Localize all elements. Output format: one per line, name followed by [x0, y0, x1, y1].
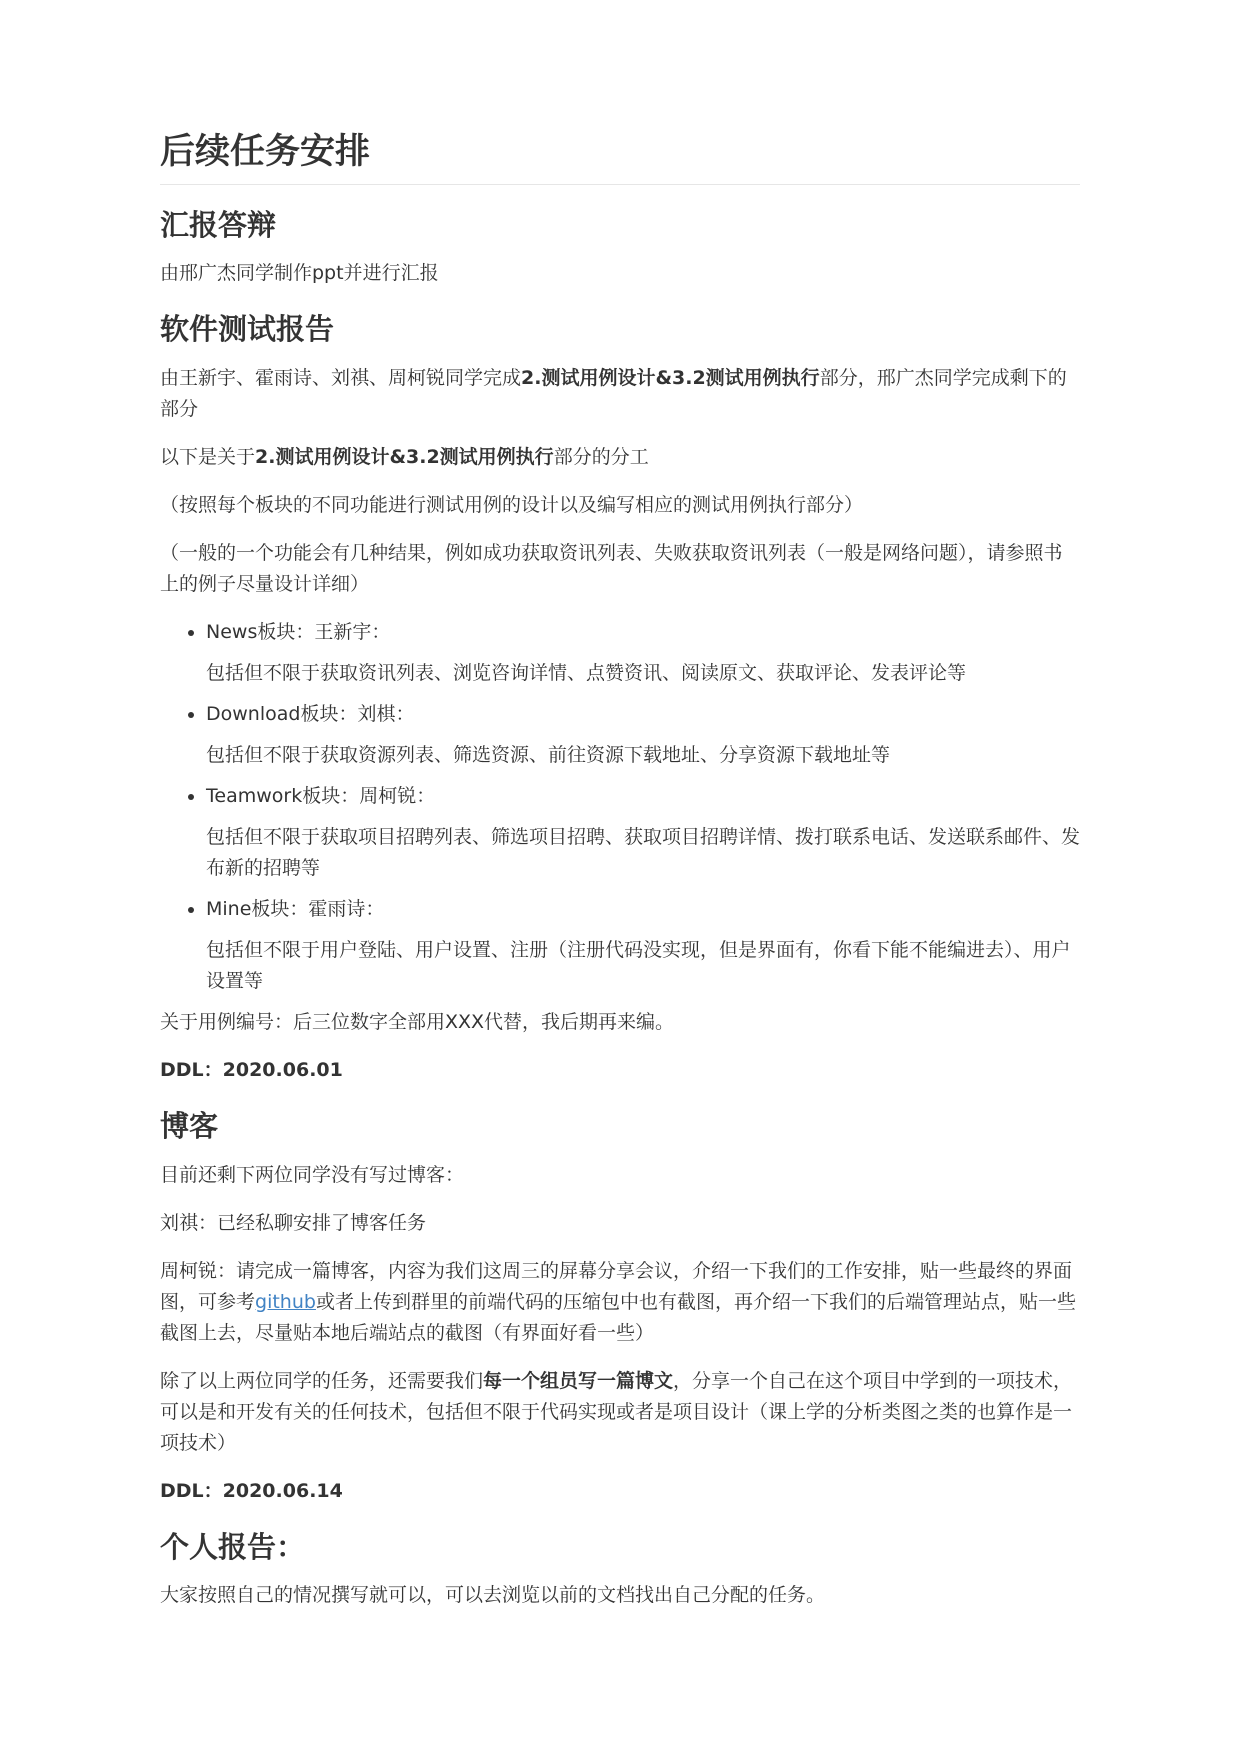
- list-item: [206, 894, 1080, 997]
- test-report-paragraph-2: [160, 442, 1080, 473]
- list-item-description: 包括但不限于获取项目招聘列表、筛选项目招聘、获取项目招聘详情、拨打联系电话、发送联系邮件、发布新的招聘等: [206, 825, 1081, 879]
- text-span: 以下是关于: [160, 445, 256, 468]
- list-item: [206, 617, 1080, 689]
- heading-test-report: 软件测试报告: [160, 312, 335, 347]
- list-item: [206, 781, 1080, 884]
- test-report-paragraph-4: （一般的一个功能会有几种结果，例如成功获取资讯列表、失败获取资讯列表（一般是网络问题），请参照书上的例子尽量设计详细）: [160, 541, 1063, 595]
- github-link[interactable]: github: [255, 1290, 316, 1313]
- heading-blog: 博客: [160, 1108, 219, 1143]
- blog-paragraph-3: [160, 1256, 1080, 1349]
- personal-report-text: 大家按照自己的情况撰写就可以，可以去浏览以前的文档找出自己分配的任务。: [160, 1584, 826, 1607]
- list-item-description: 包括但不限于获取资源列表、筛选资源、前往资源下载地址、分享资源下载地址等: [206, 743, 891, 766]
- text-span: 由王新宇、霍雨诗、刘祺、周柯锐同学完成: [160, 366, 522, 389]
- blog-paragraph-4: [160, 1366, 1080, 1459]
- list-item-title: • Teamwork板块：周柯锐：: [206, 784, 436, 807]
- test-report-paragraph-3: （按照每个板块的不同功能进行测试用例的设计以及编写相应的测试用例执行部分）: [160, 493, 864, 516]
- blog-deadline: [160, 1476, 1080, 1507]
- deadline-text: DDL：2020.06.01: [160, 1058, 343, 1081]
- report-defense-text: 由邢广杰同学制作ppt并进行汇报: [160, 262, 439, 285]
- list-item-title: • Mine板块：霍雨诗：: [206, 897, 385, 920]
- text-span: 或者上传到群里的前端代码的压缩包中也有截图，再介绍一下我们的后端管理站点，贴一些截图上去，尽量贴本地后端站点的截图（有界面好看一些）: [160, 1290, 1076, 1344]
- blog-paragraph-1: 目前还剩下两位同学没有写过博客：: [160, 1163, 465, 1186]
- test-report-deadline: [160, 1055, 1080, 1086]
- list-item-title: • Download板块：刘棋：: [206, 702, 415, 725]
- text-span: 部分的分工: [553, 445, 649, 468]
- blog-paragraph-2: 刘祺：已经私聊安排了博客任务: [160, 1211, 427, 1234]
- bold-span: 2.测试用例设计&3.2测试用例执行: [255, 445, 554, 468]
- bold-span: 2.测试用例设计&3.2测试用例执行: [521, 366, 820, 389]
- list-item-description: 包括但不限于获取资讯列表、浏览咨询详情、点赞资讯、阅读原文、获取评论、发表评论等: [206, 661, 967, 684]
- text-span: ，分享一个自己在这个项目中学到的一项技术，可以是和开发有关的任何技术，包括但不限于代码实现或者是项目设计（课上学的分析类图之类的也算作是一项技术）: [160, 1369, 1073, 1454]
- case-numbering-note: 关于用例编号：后三位数字全部用XXX代替，我后期再来编。: [160, 1010, 675, 1033]
- heading-report-defense: 汇报答辩: [160, 207, 277, 242]
- list-item-description: 包括但不限于用户登陆、用户设置、注册（注册代码没实现，但是界面有，你看下能不能编进去）、用户设置等: [206, 938, 1071, 992]
- module-assignment-list: [160, 617, 1080, 997]
- bold-span: 每一个组员写一篇博文: [483, 1369, 674, 1392]
- page-title: 后续任务安排: [160, 130, 1080, 185]
- text-span: 部分，邢广杰同学完成剩下的部分: [160, 366, 1067, 420]
- text-span: 除了以上两位同学的任务，还需要我们: [160, 1369, 484, 1392]
- deadline-text: DDL：2020.06.14: [160, 1479, 343, 1502]
- text-span: 周柯锐：请完成一篇博客，内容为我们这周三的屏幕分享会议，介绍一下我们的工作安排，贴一些最终的界面图，可参考: [160, 1259, 1073, 1313]
- list-item: [206, 699, 1080, 771]
- list-item-title: • News板块：王新宇：: [206, 620, 391, 643]
- heading-personal-report: 个人报告：: [160, 1529, 306, 1564]
- document-body: [160, 120, 1080, 1628]
- test-report-paragraph-1: [160, 363, 1080, 425]
